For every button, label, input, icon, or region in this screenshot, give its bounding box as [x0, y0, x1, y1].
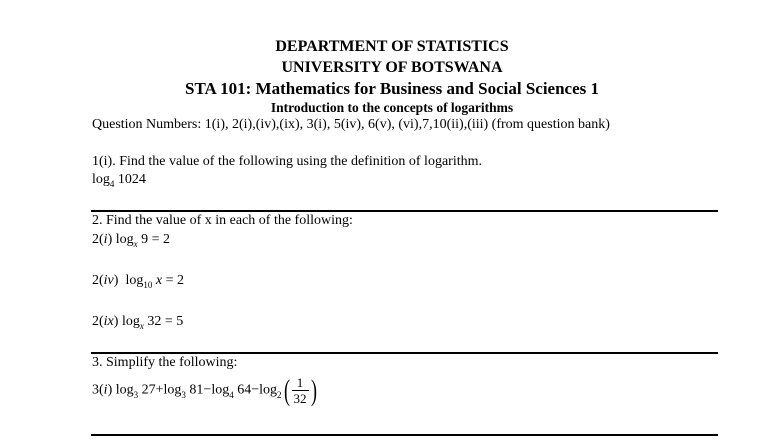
divider-3 [91, 434, 718, 436]
q3-label-roman: i [103, 382, 108, 398]
q2-label: 2( [92, 314, 104, 329]
q1-expression [92, 172, 146, 188]
right-paren: ) [310, 373, 317, 407]
q2-item-iv: 2(iv) $\log_{10} x = 2$ [92, 273, 184, 290]
q2-log: log [115, 232, 134, 247]
q2-log: log [125, 273, 144, 288]
fraction [292, 375, 309, 406]
fraction-denominator: 32 [293, 391, 307, 406]
q1-arg: 1024 [117, 172, 146, 187]
q2-item-i: 2(i) $\log_x 9 = 2$ [92, 232, 171, 249]
department-title: DEPARTMENT OF STATISTICS [275, 38, 509, 55]
q2-log: log [121, 314, 140, 329]
q2-label-roman: i [103, 232, 108, 247]
topic-title: Introduction to the concepts of logarithms [270, 100, 514, 115]
q3-instruction: 3. Simplify the following: [92, 355, 238, 370]
q2-rest: 32 = 5 [147, 314, 184, 329]
q2-rest: 9 = 2 [141, 232, 171, 247]
q2-label: 2( [92, 273, 104, 288]
q2-base: x [139, 321, 144, 331]
q2-rest: = 2 [165, 273, 184, 288]
q2-base: 10 [143, 280, 153, 290]
q3-expression: 3(i) $\log_3 27+\log_3$ $81-\log_4$ $64-\log_2$( $\frac{1}{32}$ ) [92, 373, 317, 407]
fraction-numerator: 1 [292, 375, 309, 391]
course-title: STA 101: Mathematics for Business and Social Sciences 1 [185, 79, 599, 98]
left-paren: ( [283, 373, 290, 407]
q2-instruction: 2. Find the value of x in each of the following: [92, 213, 353, 228]
q2-label: 2( [92, 232, 104, 247]
q3-label: 3( [92, 382, 104, 398]
q1-log: log [92, 172, 110, 187]
university-title: UNIVERSITY OF BOTSWANA [281, 59, 503, 76]
q2-var: x [155, 273, 163, 288]
q2-label-roman: ix [103, 314, 114, 329]
divider-2 [91, 352, 718, 354]
divider-1 [91, 210, 718, 212]
q2-label-roman: iv [103, 273, 114, 288]
q2-item-ix: 2(ix) $\log_x 32 = 5$ [92, 314, 184, 331]
q2-base: x [133, 239, 138, 249]
question-numbers: Question Numbers: 1(i), 2(i),(iv),(ix), 3(i), 5(iv), 6(v), (vi),7,10(ii),(iii) (from question bank) [92, 117, 610, 132]
q1-base: 4 [109, 179, 115, 189]
q1-instruction: 1(i). Find the value of the following using the definition of logarithm. [92, 154, 482, 169]
